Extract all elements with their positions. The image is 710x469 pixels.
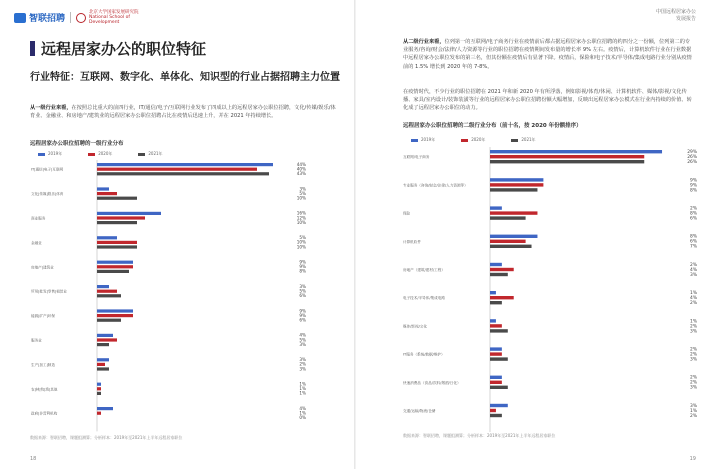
- chart2-value-label: 6%: [690, 216, 697, 222]
- right-paragraph-2-body: 在疫情时代，不少行业的职位招聘在 2021 年和新 2020 年有所浮落，例如影视/体育/休闲、计算机软件、媒体/影视/文化传播、家具/室内设计/装饰装潢等行业的远程居家办公职位招聘份额大幅增加，反映出远程居家办公模式在行业内持续的价值、转化成了远程居家办公职位的动力。: [403, 89, 692, 112]
- chart2-value-label: 3%: [690, 329, 697, 335]
- chart1-bar-2021年: [97, 367, 109, 370]
- chart1-bar-2021年: [97, 294, 121, 297]
- chart1-bar-2020年: [97, 338, 117, 341]
- chart1-category-label: 房地产|建筑业: [31, 265, 54, 270]
- left-paragraph-lead: 从一级行业来看，: [30, 105, 72, 111]
- chart2-bar-2020年: [490, 296, 514, 299]
- chart2-category-label: 交通/运输/物流/仓储: [403, 409, 436, 413]
- chart1-bar-2019年: [97, 407, 113, 410]
- chart1-bar-2020年: [97, 412, 101, 415]
- chart1-bar-2019年: [97, 334, 113, 337]
- chart2-value-label: 2%: [690, 352, 697, 358]
- chart2-bar-2019年: [490, 319, 496, 322]
- chart1-category-label: IT|通信|电子|互联网: [31, 167, 64, 172]
- chart2-value-label: 1%: [690, 319, 697, 325]
- legend-label-2019: 2019年: [48, 151, 63, 156]
- chart1-bar-2021年: [97, 172, 269, 175]
- chart1-value-label: 3%: [299, 283, 306, 289]
- chart2-bar-2021年: [490, 301, 502, 304]
- chart2-bar-2021年: [490, 160, 644, 163]
- chart1-value-label: 5%: [299, 337, 306, 343]
- chart2-bar-2021年: [490, 357, 508, 360]
- chart1-category-label: 文化|传媒|娱乐|体育: [31, 192, 64, 197]
- chart1-value-label: 43%: [296, 171, 306, 177]
- chart2-value-label: 1%: [690, 408, 697, 414]
- chart2-value-label: 3%: [690, 272, 697, 278]
- chart2-bar-2020年: [490, 240, 526, 243]
- chart1-value-label: 10%: [296, 195, 306, 201]
- chart1-bar-2019年: [97, 309, 133, 312]
- zhaopin-logo-text: 智联招聘: [29, 14, 66, 24]
- chart1-bar-2021年: [97, 197, 137, 200]
- chart2-value-label: 2%: [690, 206, 697, 212]
- chart2-bar-2019年: [490, 263, 502, 266]
- chart2-bar-2021年: [490, 245, 532, 248]
- chart2-bar-2020年: [490, 183, 543, 186]
- chart1-bar-2021年: [97, 319, 121, 322]
- report-title-line1: 中国远程居家办公: [655, 9, 696, 15]
- chart2-bar-2021年: [490, 216, 526, 219]
- chart1-value-label: 44%: [296, 161, 306, 167]
- chart2-value-label: 9%: [690, 178, 697, 184]
- chart1-bar-2019年: [97, 212, 161, 215]
- chart2-value-label: 9%: [690, 183, 697, 189]
- chart1-value-label: 10%: [296, 244, 306, 250]
- chart1-category-label: 金融业: [31, 240, 42, 245]
- chart1-bar-2019年: [97, 163, 273, 166]
- chart2-bar-2019年: [490, 291, 496, 294]
- chart2-bar-2021年: [490, 386, 508, 389]
- chart2-bar-2019年: [490, 235, 537, 238]
- chart1-bar-2019年: [97, 236, 117, 239]
- chart1-bar-2020年: [97, 168, 257, 171]
- section-title-text: 远程居家办公的职位特征: [41, 40, 207, 58]
- chart2-category-label: 保险: [403, 211, 411, 216]
- chart2-svg: [355, 0, 710, 469]
- chart2-value-label: 4%: [690, 267, 697, 273]
- chart1-value-label: 1%: [299, 381, 306, 387]
- chart1-value-label: 10%: [296, 219, 306, 225]
- chart1-value-label: 9%: [299, 312, 306, 318]
- chart1-bar-2021年: [97, 392, 101, 395]
- legend-label-2021: 2021年: [148, 151, 163, 156]
- chart2-value-label: 2%: [690, 301, 697, 307]
- chart2-bar-2020年: [490, 211, 537, 214]
- chart2-value-label: 8%: [690, 188, 697, 194]
- left-source-note: 数据来源：智联招聘，课题组测算；分析样本：2019年至2021年上半年远程居家职位: [30, 435, 183, 440]
- chart1-value-label: 40%: [296, 166, 306, 172]
- chart2-category-label: 互联网/电子商务: [403, 155, 430, 160]
- chart2-bar-2021年: [490, 329, 508, 332]
- legend2-label-2019: 2019年: [421, 137, 436, 142]
- chart1-bar-2021年: [97, 245, 137, 248]
- partner-name: 北京大学国家发展研究院 National School of Development: [89, 10, 139, 25]
- chart2-bar-2019年: [490, 347, 502, 350]
- chart1-bar-2020年: [97, 241, 137, 244]
- chart2-bar-2019年: [490, 206, 502, 209]
- chart1-value-label: 4%: [299, 332, 306, 338]
- chart1-value-label: 9%: [299, 259, 306, 265]
- chart1-category-label: 生产|加工|制造: [31, 362, 55, 367]
- chart1-value-label: 1%: [299, 410, 306, 416]
- right-page: [355, 0, 710, 469]
- chart1-value-label: 3%: [299, 357, 306, 363]
- chart1-value-label: 5%: [299, 288, 306, 294]
- left-page-number: 18: [30, 456, 37, 462]
- left-paragraph-body: 在按照总比重大的前四行业，IT/通信/电子/互联网行业发布了四成以上的远程居家办公职位招聘，文化/传媒/娱乐/体育业、金融业、和房地产/建筑业的远程居家办公职位招聘占比在疫情后迅速上升，并在 2021 年持续增长。: [30, 105, 336, 120]
- chart1-bar-2020年: [97, 192, 117, 195]
- chart1-category-label: 能源|矿产|环保: [31, 314, 55, 319]
- chart1-category-label: 商业服务: [31, 216, 46, 221]
- chart2-bar-2020年: [490, 155, 644, 158]
- chart1-bar-2019年: [97, 187, 109, 190]
- chart1-bar-2021年: [97, 270, 129, 273]
- chart2-value-label: 2%: [690, 375, 697, 381]
- chart2-bar-2020年: [490, 324, 502, 327]
- chart1-value-label: 9%: [299, 264, 306, 270]
- chart1-title: 远程居家办公职位招聘的一级行业分布: [30, 141, 124, 147]
- chart2-category-label: 快速消费品（食品/饮料/烟酒/日化）: [403, 380, 461, 385]
- chart1-value-label: 9%: [299, 308, 306, 314]
- chart2-value-label: 26%: [687, 160, 697, 166]
- chart2-value-label: 26%: [687, 155, 697, 161]
- chart2-value-label: 8%: [690, 211, 697, 217]
- chart1-value-label: 5%: [299, 190, 306, 196]
- chart1-bar-2019年: [97, 358, 109, 361]
- chart1-bar-2020年: [97, 265, 133, 268]
- chart2-category-label: 电子技术/半导体/集成电路: [403, 296, 445, 301]
- chart2-value-label: 7%: [690, 244, 697, 250]
- legend2-label-2021: 2021年: [521, 137, 536, 142]
- chart1-value-label: 3%: [299, 366, 306, 372]
- chart1-bar-2021年: [97, 221, 137, 224]
- right-source-note: 数据来源：智联招聘，课题组测算；分析样本：2019年至2021年上半年远程居家职位: [403, 433, 556, 438]
- chart1-value-label: 5%: [299, 235, 306, 241]
- chart2-category-label: 专业服务（咨询/财会/法律/人力资源等）: [403, 183, 468, 188]
- chart1-category-label: 服务业: [31, 338, 42, 343]
- chart1-value-label: 16%: [296, 210, 306, 216]
- chart1-bar-2020年: [97, 363, 105, 366]
- chart2-bar-2021年: [490, 414, 502, 417]
- sub-heading: 行业特征：互联网、数字化、单体化、知识型的行业占据招聘主力位置: [30, 72, 340, 83]
- chart1-bar-2021年: [97, 343, 109, 346]
- chart1-category-label: 政府|非营利机构: [31, 411, 58, 416]
- report-title-line2: 发展报告: [675, 16, 696, 22]
- chart2-value-label: 2%: [690, 380, 697, 386]
- chart1-value-label: 10%: [296, 239, 306, 245]
- chart1-bar-2020年: [97, 290, 117, 293]
- chart2-value-label: 6%: [690, 239, 697, 245]
- right-page-number: 19: [689, 456, 696, 462]
- chart1-bar-2019年: [97, 261, 133, 264]
- chart2-value-label: 1%: [690, 291, 697, 297]
- chart1-value-label: 3%: [299, 341, 306, 347]
- right-paragraph-1-body: 位列第一的互联网/电子商务行业在疫情前后都占据远程居家办公职位招聘的约四分之一份额，位列第二的专业服务/咨询/财会/法律/人力资源等行业的职位招聘在疫情期间发布量的增长率 9% 左右。疫情后，计算机软件行业在行业数据中远程居家办公职位发布的第三名，但其份额在疫情后有显著下降。疫情后，保险和电子技术/半导体/集成电路行业分别从疫情前的 1.5% 增长到 2020 年的 7-8%。: [403, 39, 692, 70]
- chart1-bar-2020年: [97, 314, 133, 317]
- chart2-value-label: 29%: [687, 150, 697, 156]
- chart2-value-label: 2%: [690, 347, 697, 353]
- chart2-category-label: IT服务（系统/数据/维护）: [403, 352, 445, 357]
- chart2-bar-2019年: [490, 150, 662, 153]
- chart1-value-label: 3%: [299, 186, 306, 192]
- chart1-bar-2020年: [97, 216, 145, 219]
- legend2-label-2020: 2020年: [471, 137, 486, 142]
- chart2-value-label: 2%: [690, 413, 697, 419]
- chart2-value-label: 3%: [690, 403, 697, 409]
- chart2-bar-2020年: [490, 268, 514, 271]
- chart1-value-label: 8%: [299, 268, 306, 274]
- chart1-category-label: 农|林|牧|渔|其他: [31, 387, 58, 392]
- chart2-bar-2019年: [490, 376, 502, 379]
- chart1-value-label: 1%: [299, 390, 306, 396]
- chart2-value-label: 3%: [690, 385, 697, 391]
- chart2-category-label: 房地产（建筑/建材/工程）: [403, 268, 445, 272]
- chart2-bar-2021年: [490, 188, 537, 191]
- chart2-category-label: 媒体/影视/文化: [403, 324, 427, 329]
- chart2-category-label: 计算机软件: [403, 239, 421, 244]
- chart2-bar-2020年: [490, 409, 496, 412]
- chart2-bar-2019年: [490, 404, 508, 407]
- legend-label-2020: 2020年: [98, 151, 113, 156]
- chart2-bar-2021年: [490, 273, 508, 276]
- chart2-value-label: 8%: [690, 234, 697, 240]
- chart2-value-label: 4%: [690, 296, 697, 302]
- chart2-bar-2020年: [490, 381, 502, 384]
- chart1-value-label: 6%: [299, 293, 306, 299]
- chart1-bar-2020年: [97, 387, 101, 390]
- chart2-bar-2020年: [490, 352, 502, 355]
- chart1-bar-2019年: [97, 383, 101, 386]
- chart2-value-label: 2%: [690, 324, 697, 330]
- chart2-title: 远程居家办公职位招聘的二级行业分布（前十名，按 2020 年份额排序）: [403, 123, 582, 129]
- chart2-value-label: 2%: [690, 262, 697, 268]
- chart2-value-label: 3%: [690, 357, 697, 363]
- chart1-value-label: 12%: [296, 215, 306, 221]
- chart1-value-label: 0%: [299, 415, 306, 421]
- chart2-bar-2019年: [490, 178, 543, 181]
- chart1-value-label: 2%: [299, 361, 306, 367]
- chart1-bar-2019年: [97, 285, 109, 288]
- chart1-category-label: 贸易|批发|零售|租赁业: [31, 289, 67, 294]
- chart1-value-label: 6%: [299, 317, 306, 323]
- chart1-value-label: 4%: [299, 405, 306, 411]
- chart1-value-label: 1%: [299, 386, 306, 392]
- right-paragraph-1-lead: 从二级行业来看，: [403, 39, 445, 45]
